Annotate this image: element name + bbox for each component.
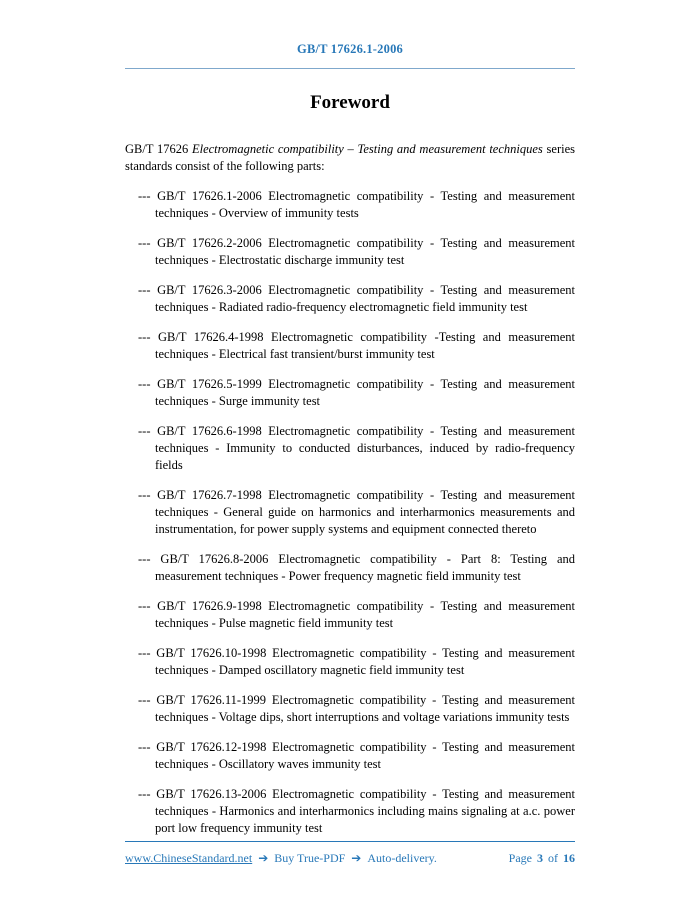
footer-promo: [125, 851, 437, 866]
part-item: --- GB/T 17626.13-2006 Electromagnetic compatibility - Testing and measurement techniques - Harmonics and interharmonics including mains signaling at a.c. power port low frequency immunity test: [138, 787, 575, 835]
part-item: --- GB/T 17626.3-2006 Electromagnetic compatibility - Testing and measurement techniques - Radiated radio-frequency electromagnetic field immunity test: [138, 283, 575, 314]
footer-delivery-text: Auto-delivery.: [367, 851, 437, 865]
part-item: --- GB/T 17626.10-1998 Electromagnetic compatibility - Testing and measurement techniques - Damped oscillatory magnetic field immunity test: [138, 646, 575, 677]
part-item: --- GB/T 17626.5-1999 Electromagnetic compatibility - Testing and measurement techniques - Surge immunity test: [138, 377, 575, 408]
part-item: --- GB/T 17626.12-1998 Electromagnetic compatibility - Testing and measurement techniques - Oscillatory waves immunity test: [138, 740, 575, 771]
part-item: --- GB/T 17626.2-2006 Electromagnetic compatibility - Testing and measurement techniques - Electrostatic discharge immunity test: [138, 236, 575, 267]
footer-site-link[interactable]: www.ChineseStandard.net: [125, 851, 253, 865]
footer-rule: [125, 841, 575, 842]
part-item: --- GB/T 17626.6-1998 Electromagnetic compatibility - Testing and measurement techniques - Immunity to conducted disturbances, induced by radio-frequency fields: [138, 424, 575, 472]
document-number: GB/T 17626.1-2006: [297, 42, 403, 56]
part-item: --- GB/T 17626.7-1998 Electromagnetic compatibility - Testing and measurement techniques - General guide on harmonics and interharmonics measurements and instrumentation, for power supply systems and equipment connected thereto: [138, 488, 575, 536]
intro-prefix: GB/T 17626: [125, 142, 192, 156]
part-item: --- GB/T 17626.9-1998 Electromagnetic compatibility - Testing and measurement techniques - Pulse magnetic field immunity test: [138, 599, 575, 630]
intro-suffix: series standards consist of the following parts:: [125, 142, 575, 173]
intro-series-title: Electromagnetic compatibility – Testing and measurement techniques: [191, 142, 543, 156]
part-item: --- GB/T 17626.11-1999 Electromagnetic compatibility - Testing and measurement techniques - Voltage dips, short interruptions and voltage variations immunity tests: [138, 693, 575, 724]
part-item: --- GB/T 17626.4-1998 Electromagnetic compatibility -Testing and measurement techniques - Electrical fast transient/burst immunity test: [138, 330, 575, 361]
header-rule: [125, 68, 575, 69]
page-word: Page: [508, 851, 532, 865]
footer-buy-text: Buy True-PDF: [274, 851, 346, 865]
page-title: Foreword: [310, 92, 390, 113]
intro-paragraph: [125, 141, 575, 175]
page-of-word: of: [548, 851, 558, 865]
parts-list: [125, 188, 575, 837]
arrow-right-icon: ➔: [351, 851, 362, 865]
page-total: 16: [563, 851, 575, 865]
footer-row: [125, 851, 575, 866]
part-item: --- GB/T 17626.8-2006 Electromagnetic compatibility - Part 8: Testing and measurement techniques - Power frequency magnetic field immunity test: [138, 552, 575, 583]
page-indicator: [509, 851, 575, 866]
part-item: --- GB/T 17626.1-2006 Electromagnetic compatibility - Testing and measurement techniques - Overview of immunity tests: [138, 189, 575, 220]
page-footer: [125, 841, 575, 866]
page-current: 3: [537, 851, 543, 865]
arrow-right-icon: ➔: [258, 851, 269, 865]
